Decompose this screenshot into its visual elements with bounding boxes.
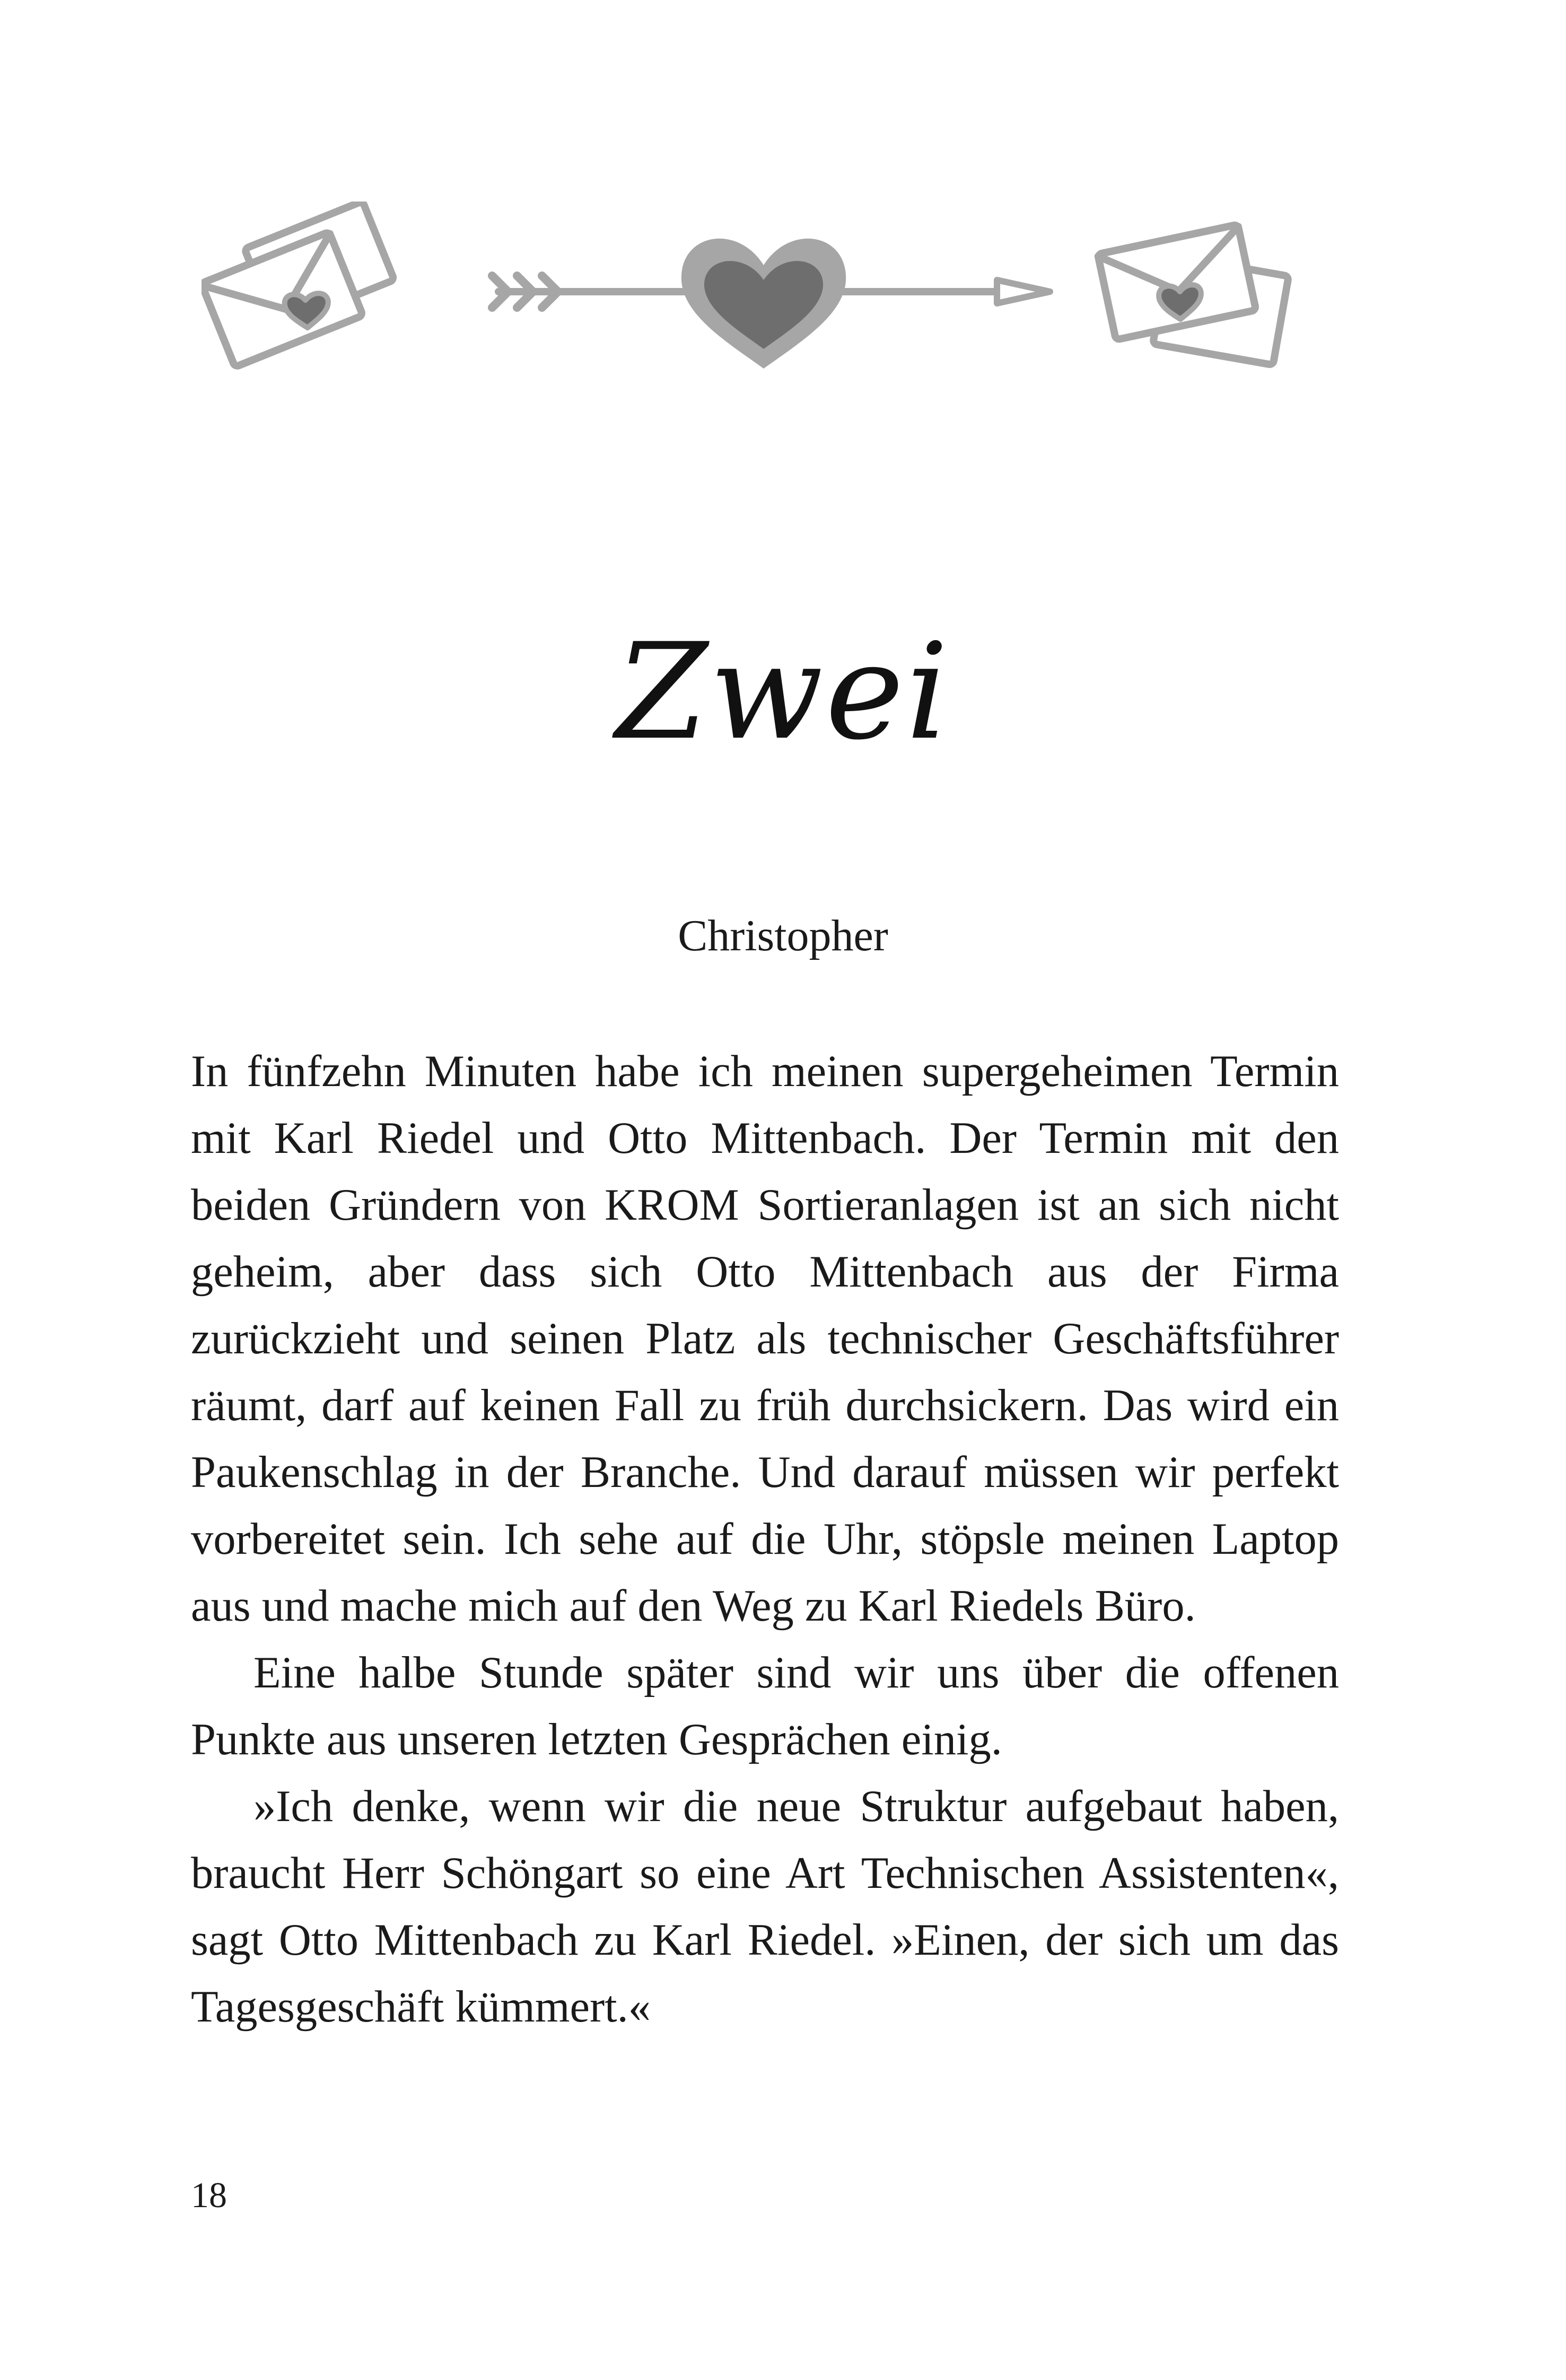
page-number: 18 [191,2175,227,2215]
paragraph: »Ich denke, wenn wir die neue Struktur aufgebaut haben, braucht Herr Schöngart so eine Art Technischen Assistenten«, sagt Otto Mittenbach zu Karl Riedel. »Einen, der sich um das Tagesgeschäft kümmert.« [191,1782,1339,2032]
chapter-narrator: Christopher [678,911,888,960]
arrow-heart-icon [492,239,1050,369]
paragraph: Eine halbe Stunde später sind wir uns über die offenen Punkte aus unseren letzten Gesprächen einig. [191,1648,1339,1764]
chapter-body [191,1038,1339,2041]
paragraph: In fünfzehn Minuten habe ich meinen supergeheimen Termin mit Karl Riedel und Otto Mittenbach. Der Termin mit den beiden Gründern von KROM Sortieranlagen ist an sich nicht geheim, aber dass sich Otto Mittenbach aus der Firma zurückzieht und seinen Platz als technischer Geschäftsführer räumt, darf auf keinen Fall zu früh durchsickern. Das wird ein Paukenschlag in der Branche. Und darauf müssen wir perfekt vorbereitet sein. Ich sehe auf die Uhr, stöpsle meinen Laptop aus und mache mich auf den Weg zu Karl Riedels Büro. [191,1047,1339,1631]
envelope-heart-icon [202,202,394,367]
chapter-title: Zwei [615,615,951,769]
chapter-ornament [202,202,1326,382]
envelope-heart-icon [1098,224,1289,365]
